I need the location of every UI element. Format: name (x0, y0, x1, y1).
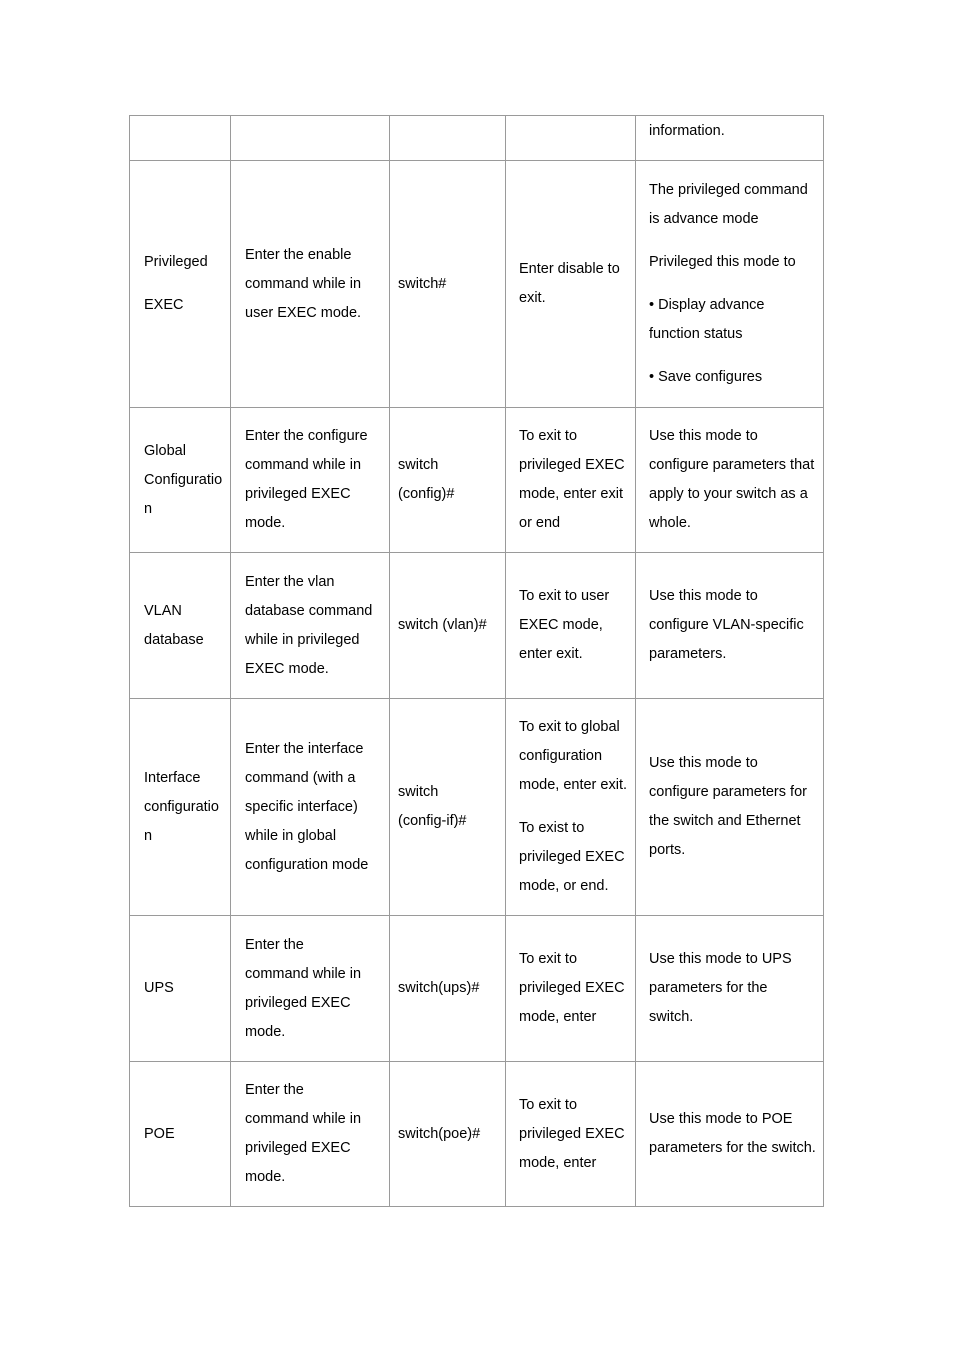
mode-name: VLAN database (144, 602, 204, 648)
table-row (130, 553, 824, 699)
about-paragraph: • Display advance function status (649, 297, 765, 342)
prompt-cell (390, 161, 506, 408)
access-method: Enter the command while in privileged EXEC mode. (245, 1082, 362, 1185)
access-cell (231, 408, 390, 553)
prompt-cell (390, 408, 506, 553)
about-paragraph: • Save configures (649, 369, 763, 385)
prompt-cell (390, 553, 506, 699)
access-cell (231, 699, 390, 916)
table-row (130, 408, 824, 553)
access-method: Enter the vlan database command while in privileged EXEC mode. (245, 573, 373, 677)
mode-cell (130, 116, 231, 161)
exit-cell (506, 699, 636, 916)
exit-cell (506, 161, 636, 408)
prompt-text: switch (config-if)# (398, 784, 467, 829)
table-row (130, 116, 824, 161)
mode-name: UPS (144, 980, 174, 996)
prompt-cell (390, 699, 506, 916)
mode-name: Global Configuratio n (144, 442, 223, 517)
access-method: Enter the command while in privileged EXEC mode. (245, 936, 362, 1040)
about-text: Use this mode to POE parameters for the switch. (649, 1111, 816, 1156)
access-cell (231, 161, 390, 408)
command-modes-table (129, 115, 824, 1207)
about-cell (636, 408, 824, 553)
about-text: Use this mode to UPS parameters for the switch. (649, 951, 792, 1025)
access-cell (231, 116, 390, 161)
prompt-text: switch (vlan)# (398, 617, 487, 633)
mode-cell (130, 161, 231, 408)
exit-cell (506, 553, 636, 699)
mode-name: Privileged EXEC (144, 254, 208, 313)
exit-cell (506, 916, 636, 1062)
prompt-text: switch (config)# (398, 457, 455, 502)
access-cell (231, 1062, 390, 1207)
about-text: information. (649, 123, 725, 139)
exit-method: To exit to global configuration mode, enter exit. (519, 719, 627, 793)
mode-name: Interface configuratio n (144, 769, 219, 844)
about-paragraph: The privileged command is advance mode (649, 182, 808, 227)
mode-cell (130, 916, 231, 1062)
exit-cell (506, 116, 636, 161)
prompt-cell (390, 1062, 506, 1207)
prompt-cell (390, 916, 506, 1062)
mode-cell (130, 1062, 231, 1207)
access-cell (231, 916, 390, 1062)
about-cell (636, 916, 824, 1062)
table-row (130, 699, 824, 916)
about-cell (636, 1062, 824, 1207)
mode-name: POE (144, 1125, 175, 1142)
mode-cell (130, 408, 231, 553)
about-paragraph: Privileged this mode to (649, 254, 796, 270)
exit-method: To exit to privileged EXEC mode, enter exit or end (519, 428, 625, 531)
prompt-text: switch# (398, 275, 447, 292)
about-cell (636, 553, 824, 699)
prompt-text: switch(poe)# (398, 1125, 481, 1142)
table-row (130, 161, 824, 408)
exit-method: To exit to privileged EXEC mode, enter (519, 1096, 625, 1171)
prompt-text: switch(ups)# (398, 980, 480, 996)
exit-method: To exist to privileged EXEC mode, or end. (519, 820, 625, 894)
table-row (130, 916, 824, 1062)
about-text: Use this mode to configure parameters for the switch and Ethernet ports. (649, 755, 807, 858)
exit-cell (506, 1062, 636, 1207)
exit-cell (506, 408, 636, 553)
exit-method: To exit to privileged EXEC mode, enter (519, 951, 625, 1025)
access-method: Enter the interface command (with a specific interface) while in global configuration mode (245, 740, 369, 873)
exit-method: To exit to user EXEC mode, enter exit. (519, 588, 610, 662)
prompt-cell (390, 116, 506, 161)
about-cell (636, 116, 824, 161)
mode-cell (130, 553, 231, 699)
about-cell (636, 161, 824, 408)
about-cell (636, 699, 824, 916)
access-method: Enter the configure command while in privileged EXEC mode. (245, 428, 368, 531)
access-method: Enter the enable command while in user EXEC mode. (245, 246, 362, 321)
table-row (130, 1062, 824, 1207)
about-text: Use this mode to configure parameters that apply to your switch as a whole. (649, 428, 815, 531)
mode-cell (130, 699, 231, 916)
about-text: Use this mode to configure VLAN-specific parameters. (649, 588, 804, 662)
exit-method: Enter disable to exit. (519, 261, 620, 306)
access-cell (231, 553, 390, 699)
